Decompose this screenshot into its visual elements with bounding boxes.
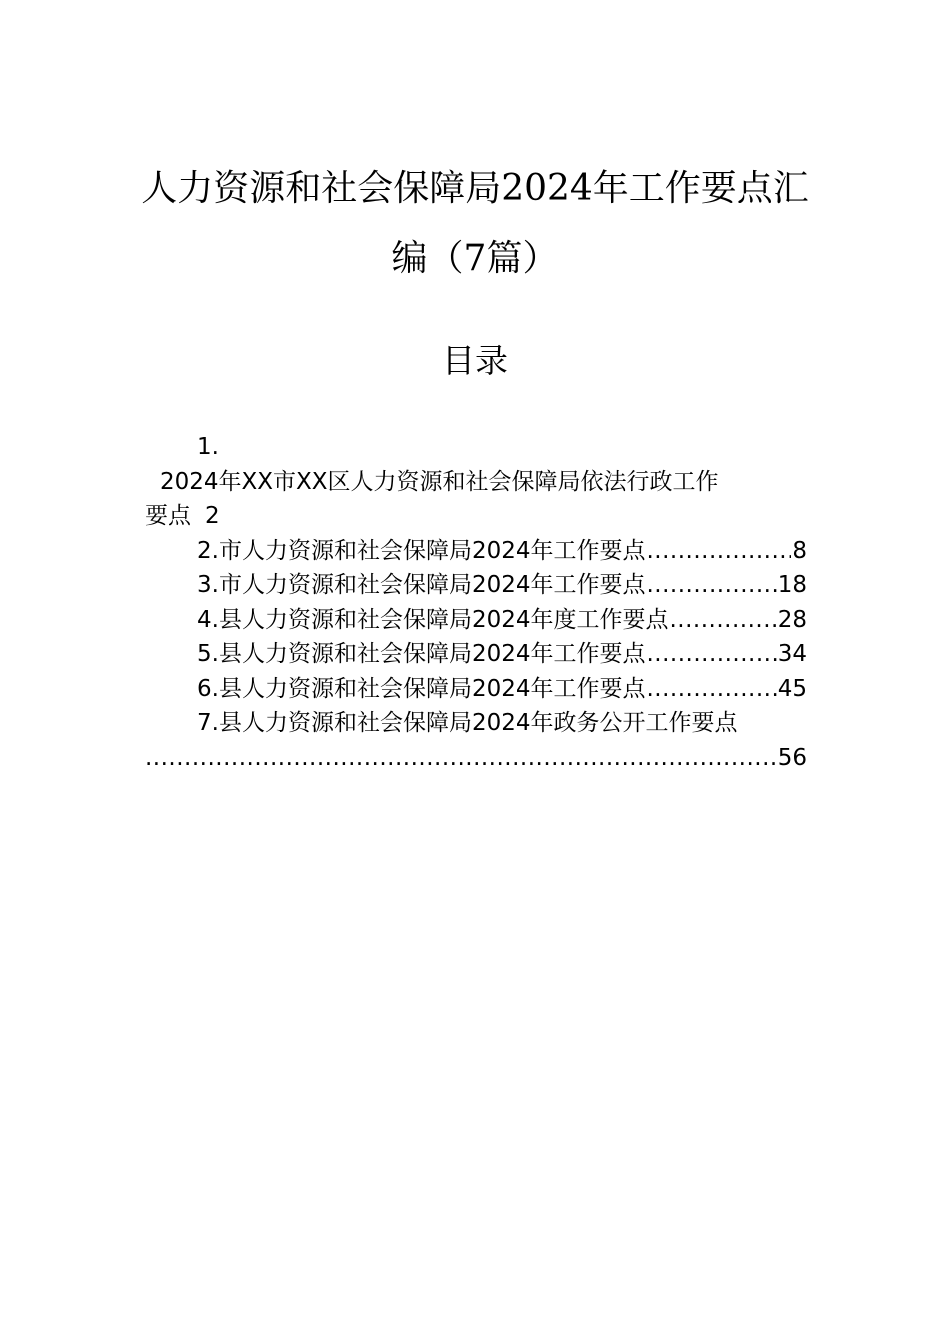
toc-item-title-continued: 要点 bbox=[145, 503, 191, 529]
toc-dot-leader bbox=[646, 637, 776, 672]
toc-item-page-number: 45 bbox=[777, 675, 807, 702]
toc-item-title: 6.县人力资源和社会保障局2024年工作要点 bbox=[197, 675, 646, 702]
toc-item-1-title-line[interactable] bbox=[145, 465, 807, 500]
toc-item-1-number-line[interactable] bbox=[145, 430, 807, 465]
toc-dot-leader bbox=[145, 741, 777, 776]
toc-item-number: 1. bbox=[197, 434, 219, 460]
toc-item-1-page-line[interactable] bbox=[145, 499, 807, 534]
document-title-line1: 人力资源和社会保障局2024年工作要点汇 bbox=[141, 168, 809, 209]
toc-item-page-number: 56 bbox=[777, 744, 807, 771]
toc-item-7-page-line[interactable] bbox=[145, 741, 807, 776]
toc-dot-leader bbox=[646, 672, 776, 707]
toc-item-4[interactable] bbox=[145, 603, 807, 638]
toc-heading: 目录 bbox=[442, 341, 508, 380]
toc-item-page-number: 2 bbox=[205, 503, 220, 529]
toc-item-title: 5.县人力资源和社会保障局2024年工作要点 bbox=[197, 641, 646, 667]
document-title-line2: 编（7篇） bbox=[391, 238, 559, 279]
toc-item-title: 4.县人力资源和社会保障局2024年度工作要点 bbox=[197, 606, 669, 633]
table-of-contents bbox=[145, 430, 807, 775]
toc-item-page-number: 18 bbox=[777, 572, 807, 598]
toc-item-title: 3.市人力资源和社会保障局2024年工作要点 bbox=[197, 572, 646, 598]
toc-item-page-number: 28 bbox=[777, 606, 807, 633]
toc-item-title: 2024年XX市XX区人力资源和社会保障局依法行政工作 bbox=[160, 468, 719, 495]
toc-item-page-number: 8 bbox=[792, 537, 807, 564]
toc-item-7-title-line[interactable] bbox=[145, 706, 807, 741]
toc-item-3[interactable] bbox=[145, 568, 807, 603]
toc-item-title: 2.市人力资源和社会保障局2024年工作要点 bbox=[197, 537, 646, 564]
toc-dot-leader bbox=[669, 603, 776, 638]
toc-item-5[interactable] bbox=[145, 637, 807, 672]
toc-item-6[interactable] bbox=[145, 672, 807, 707]
toc-item-title: 7.县人力资源和社会保障局2024年政务公开工作要点 bbox=[197, 710, 738, 736]
toc-item-2[interactable] bbox=[145, 534, 807, 569]
toc-item-page-number: 34 bbox=[777, 641, 807, 667]
toc-dot-leader bbox=[646, 568, 776, 603]
toc-dot-leader bbox=[646, 534, 791, 569]
